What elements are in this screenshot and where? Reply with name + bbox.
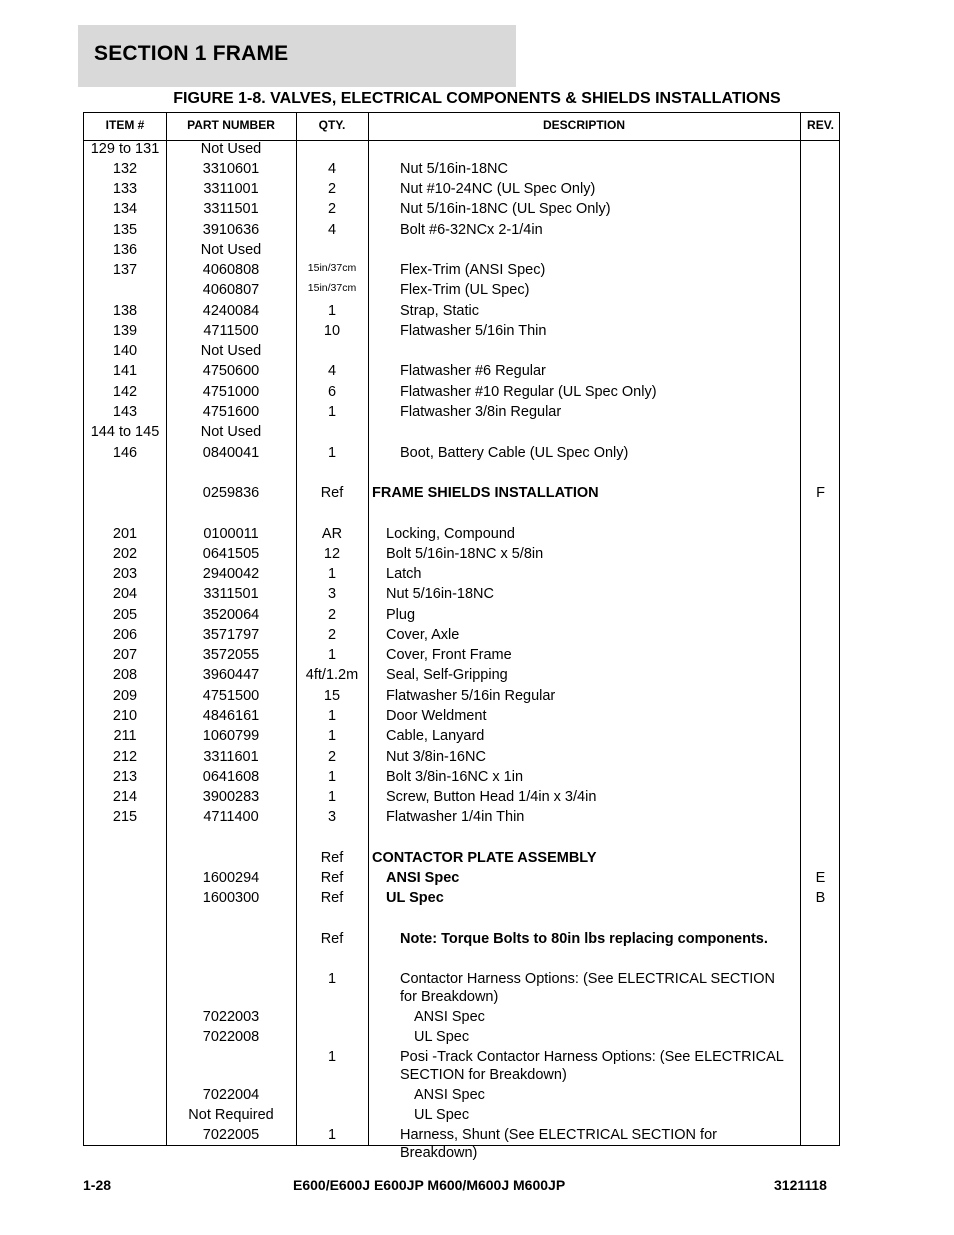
part-number: Not Used [200, 242, 262, 258]
item-number: 213 [112, 769, 138, 785]
section-title: SECTION 1 FRAME [94, 42, 289, 65]
item-number: 133 [112, 181, 138, 197]
item-number: 129 to 131 [90, 141, 160, 157]
quantity: 2 [327, 201, 337, 217]
part-number: 1060799 [202, 728, 260, 744]
description: UL Spec [414, 1029, 470, 1045]
quantity: 1 [327, 1049, 337, 1065]
figure-title: FIGURE 1-8. VALVES, ELECTRICAL COMPONENTS & SHIELDS INSTALLATIONS [173, 90, 781, 107]
description: Screw, Button Head 1/4in x 3/4in [386, 789, 597, 805]
description: Bolt 3/8in-16NC x 1in [386, 769, 524, 785]
description: ANSI Spec [414, 1009, 485, 1025]
part-number: 2940042 [202, 566, 260, 582]
description: Note: Torque Bolts to 80in lbs replacing components. [400, 931, 768, 947]
item-number: 208 [112, 667, 138, 683]
description: Cable, Lanyard [386, 728, 485, 744]
quantity: Ref [320, 850, 344, 866]
quantity: 1 [327, 566, 337, 582]
description: Nut 5/16in-18NC [386, 586, 494, 602]
item-number: 209 [112, 688, 138, 704]
quantity: 4 [327, 222, 337, 238]
column-divider [368, 113, 369, 1145]
description: Flatwasher 1/4in Thin [386, 809, 525, 825]
item-number: 215 [112, 809, 138, 825]
quantity: 4 [327, 161, 337, 177]
description: Cover, Axle [386, 627, 460, 643]
section-banner [78, 25, 516, 87]
quantity: 1 [327, 971, 337, 987]
quantity: Ref [320, 931, 344, 947]
part-number: 7022004 [202, 1087, 260, 1103]
quantity: 3 [327, 586, 337, 602]
quantity: 1 [327, 404, 337, 420]
quantity: 1 [327, 769, 337, 785]
description: Flatwasher 5/16in Thin [400, 323, 547, 339]
item-number: 202 [112, 546, 138, 562]
item-number: 146 [112, 445, 138, 461]
part-number: 3900283 [202, 789, 260, 805]
description: Cover, Front Frame [386, 647, 512, 663]
description: UL Spec [414, 1107, 470, 1123]
part-number: 3960447 [202, 667, 260, 683]
revision: B [815, 890, 826, 906]
part-number: 4846161 [202, 708, 260, 724]
item-number: 212 [112, 749, 138, 765]
description: ANSI Spec [386, 870, 460, 886]
item-number: 140 [112, 343, 138, 359]
description: Nut #10-24NC (UL Spec Only) [400, 181, 596, 197]
quantity: 15in/37cm [307, 262, 357, 274]
description: Flatwasher 3/8in Regular [400, 404, 562, 420]
description: Boot, Battery Cable (UL Spec Only) [400, 445, 629, 461]
part-number: 0641505 [202, 546, 260, 562]
quantity: Ref [320, 870, 344, 886]
description: Harness, Shunt (See ELECTRICAL SECTION for Breakdown) [400, 1127, 717, 1161]
description: Nut 5/16in-18NC [400, 161, 508, 177]
part-number: 3311001 [203, 181, 259, 197]
document-number: 3121118 [774, 1177, 827, 1193]
quantity: 1 [327, 445, 337, 461]
part-number: 3572055 [202, 647, 260, 663]
description: Nut 5/16in-18NC (UL Spec Only) [400, 201, 611, 217]
item-number: 135 [112, 222, 138, 238]
quantity: 4ft/1.2m [305, 667, 359, 683]
item-number: 207 [112, 647, 138, 663]
quantity: 10 [323, 323, 341, 339]
description: Locking, Compound [386, 526, 515, 542]
revision: F [816, 485, 825, 501]
item-number: 206 [112, 627, 138, 643]
description: Flatwasher #10 Regular (UL Spec Only) [400, 384, 657, 400]
description: FRAME SHIELDS INSTALLATION [372, 485, 599, 501]
part-number: 4750600 [202, 363, 260, 379]
part-number: 3520064 [202, 607, 260, 623]
parts-table [83, 112, 840, 1161]
part-number: 0641608 [202, 769, 260, 785]
part-number: 1600294 [202, 870, 260, 886]
part-number: 0100011 [203, 526, 259, 542]
header-qty: QTY. [318, 118, 346, 132]
part-number: 3310601 [202, 161, 260, 177]
item-number: 203 [112, 566, 138, 582]
part-number: 3311501 [203, 201, 259, 217]
description: CONTACTOR PLATE ASSEMBLY [372, 850, 597, 866]
quantity: 3 [327, 809, 337, 825]
description: Flatwasher #6 Regular [400, 363, 546, 379]
quantity: 1 [327, 647, 337, 663]
part-number: 4711400 [203, 809, 259, 825]
part-number: 4751600 [202, 404, 260, 420]
part-number: 4711500 [203, 323, 259, 339]
quantity: 1 [327, 728, 337, 744]
part-number: Not Used [200, 424, 262, 440]
quantity: 15 [323, 688, 341, 704]
part-number: 4751500 [202, 688, 260, 704]
description: Flex-Trim (UL Spec) [400, 282, 530, 298]
item-number: 142 [112, 384, 138, 400]
column-divider [800, 113, 801, 1145]
part-number: 3311501 [203, 586, 259, 602]
part-number: Not Required [188, 1107, 274, 1123]
part-number: 4060808 [202, 262, 260, 278]
part-number: 4751000 [202, 384, 260, 400]
item-number: 214 [112, 789, 138, 805]
description: Seal, Self-Gripping [386, 667, 508, 683]
quantity: 1 [327, 1127, 337, 1143]
item-number: 204 [112, 586, 138, 602]
part-number: 7022003 [202, 1009, 260, 1025]
description: Bolt #6-32NCx 2-1/4in [400, 222, 543, 238]
description: Bolt 5/16in-18NC x 5/8in [386, 546, 544, 562]
item-number: 211 [113, 728, 137, 744]
item-number: 201 [112, 526, 138, 542]
part-number: Not Used [200, 343, 262, 359]
quantity: 15in/37cm [307, 282, 357, 294]
header-rev: REV. [807, 118, 834, 132]
revision: E [815, 870, 826, 886]
part-number: 0840041 [202, 445, 260, 461]
quantity: 4 [327, 363, 337, 379]
model-list: E600/E600J E600JP M600/M600J M600JP [293, 1177, 566, 1193]
quantity: AR [321, 526, 343, 542]
item-number: 141 [112, 363, 138, 379]
description: ANSI Spec [414, 1087, 485, 1103]
item-number: 139 [112, 323, 138, 339]
item-number: 210 [112, 708, 138, 724]
quantity: 1 [327, 303, 337, 319]
part-number: 1600300 [202, 890, 260, 906]
description: Nut 3/8in-16NC [386, 749, 486, 765]
quantity: Ref [320, 890, 344, 906]
item-number: 136 [112, 242, 138, 258]
quantity: Ref [320, 485, 344, 501]
description: Door Weldment [386, 708, 487, 724]
part-number: 4060807 [202, 282, 260, 298]
item-number: 205 [112, 607, 138, 623]
part-number: 4240084 [202, 303, 260, 319]
part-number: 3910636 [202, 222, 260, 238]
description: UL Spec [386, 890, 444, 906]
description: Flatwasher 5/16in Regular [386, 688, 556, 704]
description: Flex-Trim (ANSI Spec) [400, 262, 546, 278]
header-item: ITEM # [105, 118, 145, 132]
quantity: 6 [327, 384, 337, 400]
item-number: 138 [112, 303, 138, 319]
header-part-number: PART NUMBER [187, 118, 275, 132]
description: Latch [386, 566, 422, 582]
item-number: 143 [112, 404, 138, 420]
part-number: 7022008 [202, 1029, 260, 1045]
page-number: 1-28 [83, 1177, 112, 1193]
part-number: 3311601 [203, 749, 259, 765]
item-number: 132 [112, 161, 138, 177]
item-number: 144 to 145 [90, 424, 160, 440]
part-number: 0259836 [202, 485, 260, 501]
quantity: 1 [327, 708, 337, 724]
quantity: 2 [327, 627, 337, 643]
item-number: 134 [112, 201, 138, 217]
quantity: 2 [327, 607, 337, 623]
quantity: 1 [327, 789, 337, 805]
part-number: 3571797 [202, 627, 260, 643]
item-number: 137 [112, 262, 138, 278]
part-number: Not Used [200, 141, 262, 157]
quantity: 12 [323, 546, 341, 562]
header-description: DESCRIPTION [542, 118, 625, 132]
description: Plug [386, 607, 416, 623]
quantity: 2 [327, 749, 337, 765]
quantity: 2 [327, 181, 337, 197]
part-number: 7022005 [202, 1127, 260, 1143]
description: Strap, Static [400, 303, 479, 319]
description: Contactor Harness Options: (See ELECTRICAL SECTION for Breakdown) [400, 971, 775, 1005]
description: Posi -Track Contactor Harness Options: (See ELECTRICAL SECTION for Breakdown) [400, 1049, 784, 1083]
